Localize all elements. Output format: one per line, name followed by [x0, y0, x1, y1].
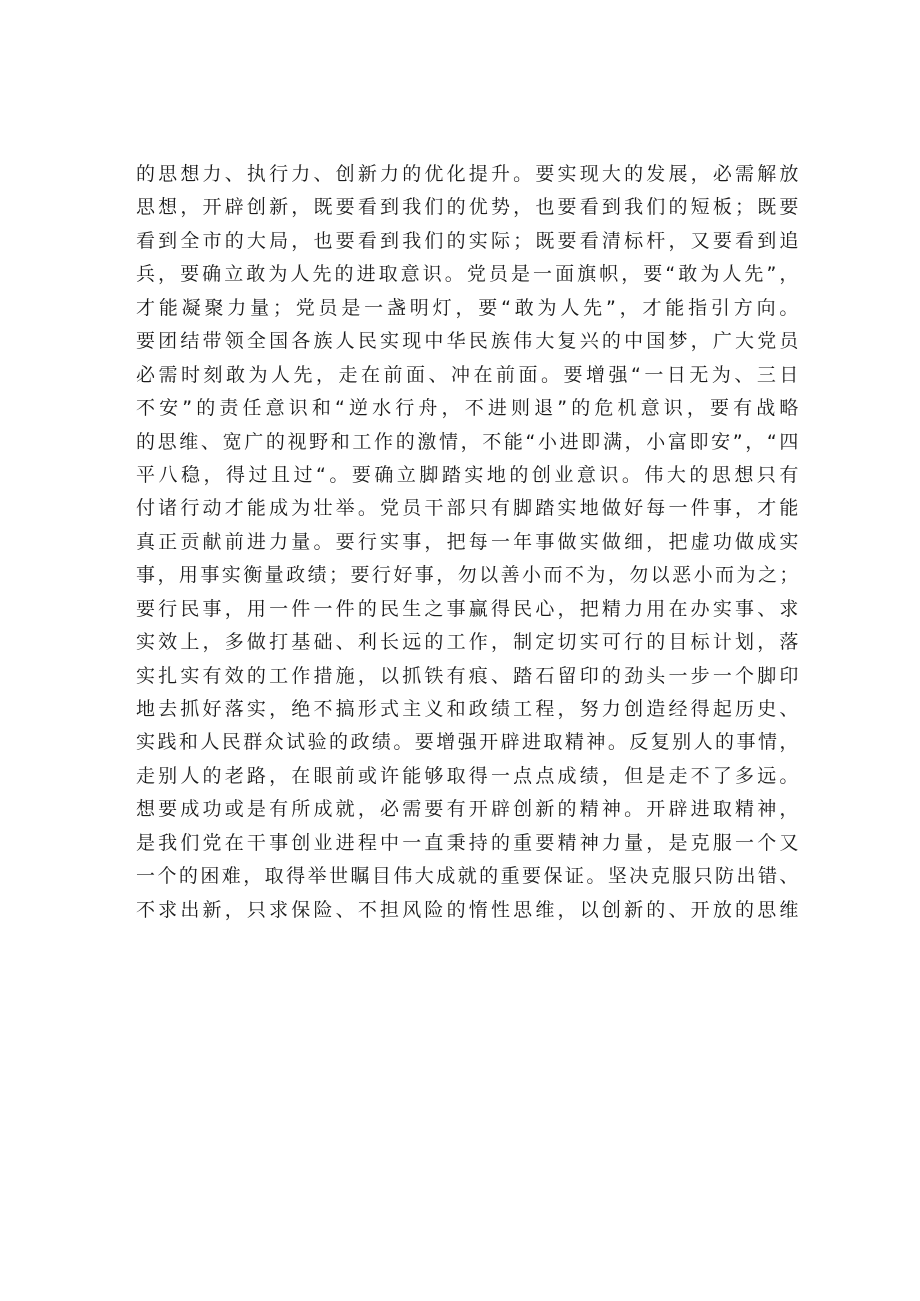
text-line: 要团结带领全国各族人民实现中华民族伟大复兴的中国梦，广大党员 — [136, 330, 800, 353]
text-line: 一个的困难，取得举世瞩目伟大成就的重要保证。坚决克服只防出错、 — [136, 865, 800, 888]
text-line: 必需时刻敢为人先，走在前面、冲在前面。要增强“一日无为、三日 — [136, 363, 800, 386]
text-line: 实效上，多做打基础、利长远的工作，制定切实可行的目标计划，落 — [136, 631, 800, 654]
text-line: 的思想力、执行力、创新力的优化提升。要实现大的发展，必需解放 — [136, 163, 800, 185]
text-line: 看到全市的大局，也要看到我们的实际；既要看清标杆，又要看到追 — [136, 229, 800, 252]
text-line: 兵，要确立敢为人先的进取意识。党员是一面旗帜，要“敢为人先”， — [136, 263, 800, 286]
text-line: 的思维、宽广的视野和工作的激情，不能“小进即满，小富即安”，“四 — [136, 430, 800, 453]
text-line: 才能凝聚力量；党员是一盏明灯，要“敢为人先”，才能指引方向。 — [136, 296, 800, 319]
text-line: 实践和人民群众试验的政绩。要增强开辟进取精神。反复别人的事情， — [136, 731, 800, 754]
text-line: 实扎实有效的工作措施，以抓铁有痕、踏石留印的劲头一步一个脚印 — [136, 664, 800, 687]
text-line: 真正贡献前进力量。要行实事，把每一年事做实做细，把虚功做成实 — [136, 530, 800, 553]
text-line: 不安”的责任意识和“逆水行舟，不进则退”的危机意识，要有战略 — [136, 397, 800, 420]
text-line: 是我们党在干事创业进程中一直秉持的重要精神力量，是克服一个又 — [136, 831, 800, 854]
body-text — [136, 158, 800, 927]
text-line: 要行民事，用一件一件的民生之事赢得民心，把精力用在办实事、求 — [136, 597, 800, 620]
text-line: 付诸行动才能成为壮举。党员干部只有脚踏实地做好每一件事，才能 — [136, 497, 800, 520]
text-line: 地去抓好落实，绝不搞形式主义和政绩工程，努力创造经得起历史、 — [136, 698, 800, 720]
text-line: 思想，开辟创新，既要看到我们的优势，也要看到我们的短板；既要 — [136, 196, 800, 219]
text-line: 想要成功或是有所成就，必需要有开辟创新的精神。开辟进取精神， — [136, 798, 800, 821]
text-line: 平八稳，得过且过“。要确立脚踏实地的创业意识。伟大的思想只有 — [136, 463, 800, 486]
text-line: 走别人的老路，在眼前或许能够取得一点点成绩，但是走不了多远。 — [136, 764, 800, 787]
text-line: 事，用事实衡量政绩；要行好事，勿以善小而不为，勿以恶小而为之； — [136, 564, 800, 587]
text-line: 不求出新，只求保险、不担风险的惰性思维，以创新的、开放的思维 — [136, 898, 800, 921]
